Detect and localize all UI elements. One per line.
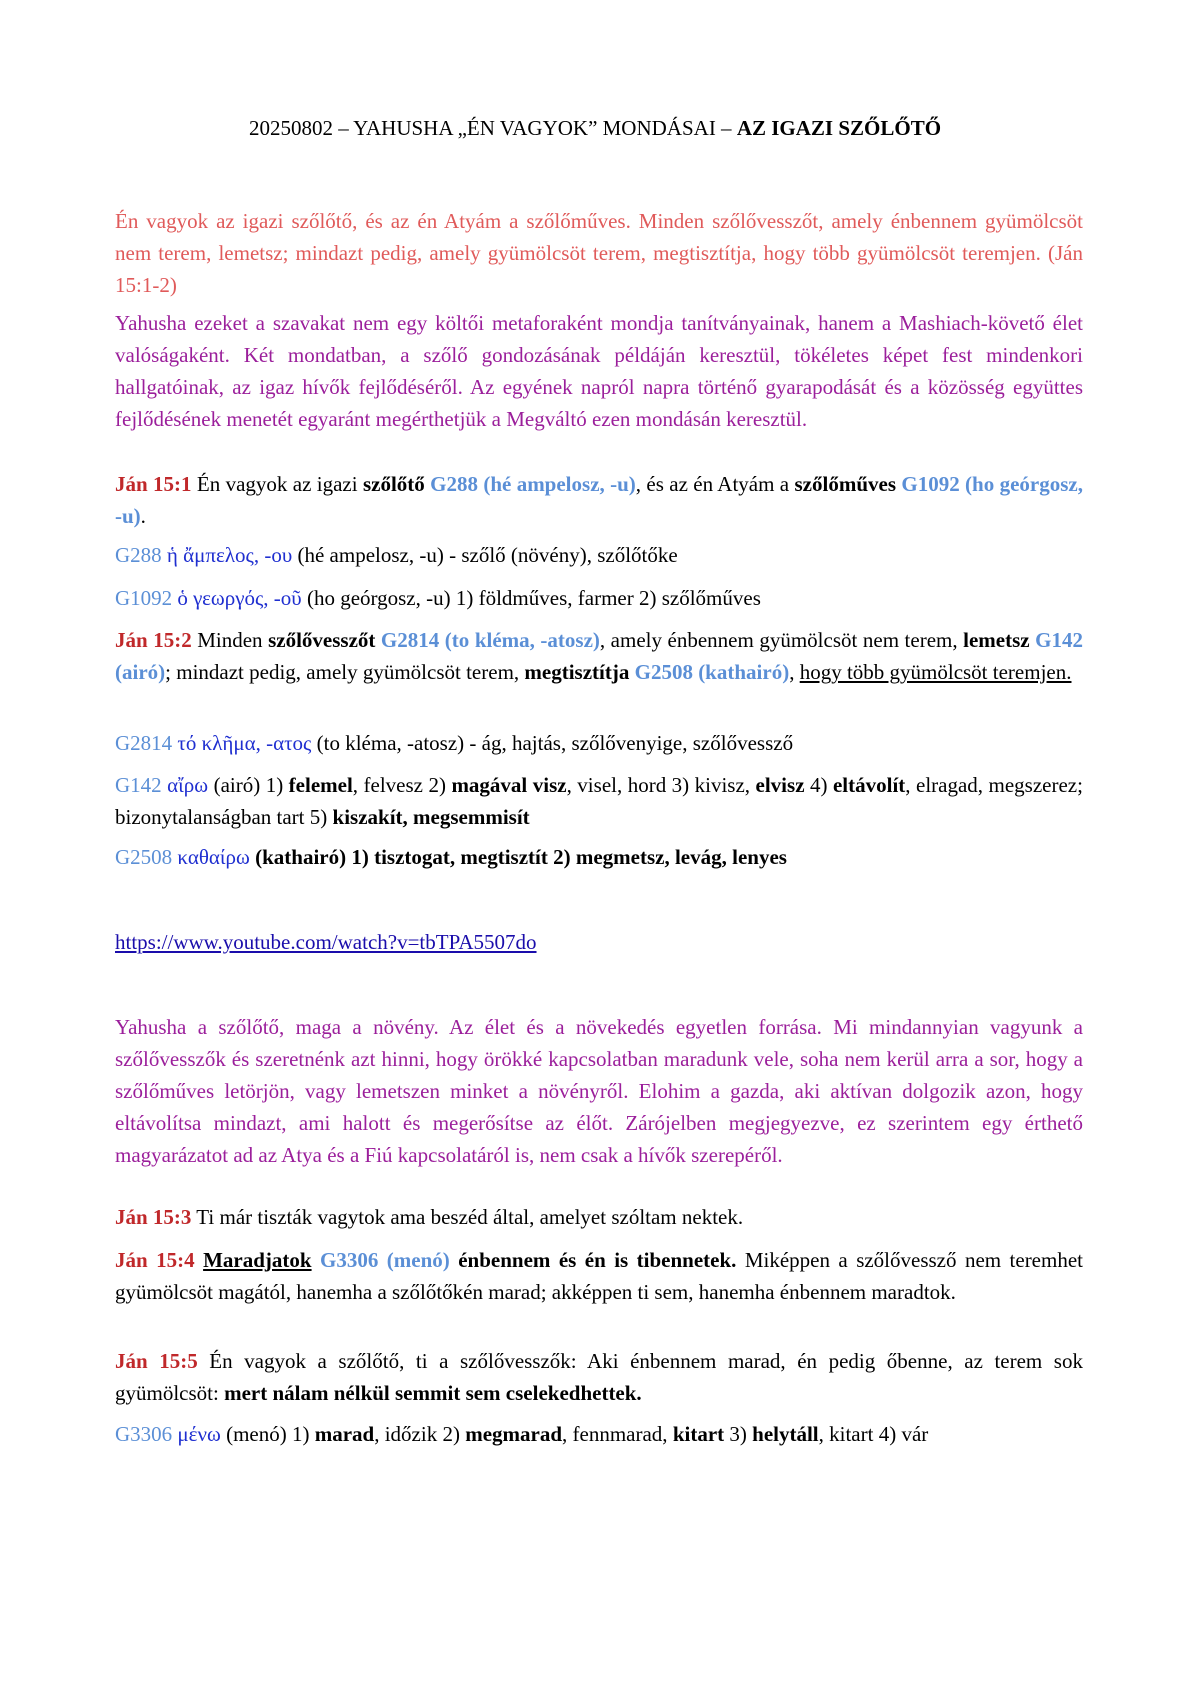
strong-code: G142: [115, 773, 162, 797]
opening-quote: Én vagyok az igazi szőlőtő, és az én Atyám a szőlőműves. Minden szőlővesszőt, amely énbennem gyümölcsöt nem terem, lemetsz; mindazt pedig, amely gyümölcsöt terem, megtisztítja, hogy több gyümölcsöt teremjen. (Ján 15:1-2): [115, 209, 1083, 297]
verse-15-5: Ján 15:5 Én vagyok a szőlőtő, ti a szőlővesszők: Aki énbennem marad, én pedig őbenne, az terem sok gyümölcsöt: mert nálam nélkül semmit sem cselekedhettek.: [115, 1349, 1083, 1405]
strong-code: G142 (airó): [115, 628, 1083, 684]
strong-code: G3306: [115, 1422, 173, 1446]
intro-paragraph: Yahusha ezeket a szavakat nem egy költői metaforaként mondja tanítványainak, hanem a Mashiach-követő élet valóságaként. Két mondatban, a szőlő gondozásának példáján keresztül, tökéletes képet fest mindenkori hallgatóinak, az igaz hívők fejlődéséről. Az egyének napról napra történő gyarapodását és a közösség együttes fejlődésének menetét egyaránt megérthetjük a Megváltó ezen mondásán keresztül.: [115, 311, 1083, 431]
verse-ref: Ján 15:3: [115, 1205, 192, 1229]
lexicon-g3306: G3306 μένω (menó) 1) marad, időzik 2) megmarad, fennmarad, kitart 3) helytáll, kitart 4) vár: [115, 1422, 929, 1446]
verse-ref: Ján 15:2: [115, 628, 192, 652]
lexicon-g142: G142 αἴρω (airó) 1) felemel, felvesz 2) magával visz, visel, hord 3) kivisz, elvisz 4) eltávolít, elragad, megszerez; bizonytalanságban tart 5) kiszakít, megsemmisít: [115, 773, 1083, 829]
verse-ref: Ján 15:1: [115, 472, 192, 496]
video-link-paragraph: [115, 926, 1083, 958]
strong-code: G2508 (kathairó): [629, 660, 790, 684]
title-text: 20250802 – YAHUSHA „ÉN VAGYOK” MONDÁSAI –: [248, 116, 737, 140]
keyword: szőlővesszőt: [268, 628, 376, 652]
verse-ref: Ján 15:4: [115, 1248, 195, 1272]
keyword: szőlőműves: [794, 472, 896, 496]
verse-15-1: Ján 15:1 Én vagyok az igazi szőlőtő G288 (hé ampelosz, -u), és az én Atyám a szőlőműves G1092 (ho geórgosz, -u).: [115, 472, 1083, 528]
youtube-link[interactable]: https://www.youtube.com/watch?v=tbTPA5507do: [115, 930, 537, 954]
greek-word: ἡ ἄμπελος, -ου: [161, 543, 293, 567]
underlined-phrase: hogy több gyümölcsöt teremjen.: [799, 660, 1072, 684]
keyword: Maradjatok: [203, 1248, 312, 1272]
lexicon-g288: G288 ἡ ἄμπελος, -ου (hé ampelosz, -u) - szőlő (növény), szőlőtőke: [115, 543, 678, 567]
greek-word: καθαίρω: [172, 845, 250, 869]
strong-code: G288 (hé ampelosz, -u): [424, 472, 636, 496]
keyword: megtisztítja: [524, 660, 630, 684]
greek-word: τό κλῆμα, -ατος: [172, 731, 312, 755]
greek-word: ὁ γεωργός, -οῦ: [172, 586, 302, 610]
verse-15-4: Ján 15:4 Maradjatok G3306 (menó) énbennem és én is tibennetek. Miképpen a szőlővessző nem teremhet gyümölcsöt magától, hanemha a szőlőtőkén marad; akképpen ti sem, hanemha énbennem maradtok.: [115, 1248, 1083, 1304]
lexicon-g1092: G1092 ὁ γεωργός, -οῦ (ho geórgosz, -u) 1) földműves, farmer 2) szőlőműves: [115, 586, 761, 610]
verse-15-3: Ján 15:3 Ti már tiszták vagytok ama beszéd által, amelyet szóltam nektek.: [115, 1205, 744, 1229]
strong-code: G1092 (ho geórgosz, -u): [115, 472, 1083, 528]
title-bold: AZ IGAZI SZŐLŐTŐ: [736, 116, 942, 140]
strong-code: G2508: [115, 845, 173, 869]
lexicon-g2508: G2508 καθαίρω (kathairó) 1) tisztogat, megtisztít 2) megmetsz, levág, lenyes: [115, 845, 787, 869]
strong-code: G2814: [115, 731, 173, 755]
lexicon-g2814: G2814 τό κλῆμα, -ατος (to kléma, -atosz) - ág, hajtás, szőlővenyige, szőlővessző: [115, 731, 794, 755]
strong-code: G3306 (menó): [311, 1248, 450, 1272]
document-title: [0, 116, 1190, 140]
explanation-paragraph: Yahusha a szőlőtő, maga a növény. Az élet és a növekedés egyetlen forrása. Mi mindannyian vagyunk a szőlővesszők és szeretnénk azt hinni, hogy örökké kapcsolatban maradunk vele, soha nem kerül arra a sor, hogy a szőlőműves letörjön, vagy lemetszen minket a növényről. Elohim a gazda, aki aktívan dolgozik azon, hogy eltávolítsa mindazt, ami halott és megerősítse az élőt. Zárójelben megjegyezve, ez szerintem egy érthető magyarázatot ad az Atya és a Fiú kapcsolatáról is, nem csak a hívők szerepéről.: [115, 1015, 1083, 1167]
strong-code: G1092: [115, 586, 173, 610]
keyword: lemetsz: [963, 628, 1030, 652]
strong-code: G2814 (to kléma, -atosz): [375, 628, 600, 652]
greek-word: αἴρω: [161, 773, 209, 797]
verse-15-2: Ján 15:2 Minden szőlővesszőt G2814 (to kléma, -atosz), amely énbennem gyümölcsöt nem terem, lemetsz G142 (airó); mindazt pedig, amely gyümölcsöt terem, megtisztítja G2508 (kathairó), hogy több gyümölcsöt teremjen.: [115, 628, 1083, 684]
strong-code: G288: [115, 543, 162, 567]
greek-word: μένω: [172, 1422, 221, 1446]
keyword: szőlőtő: [362, 472, 425, 496]
verse-ref: Ján 15:5: [115, 1349, 198, 1373]
